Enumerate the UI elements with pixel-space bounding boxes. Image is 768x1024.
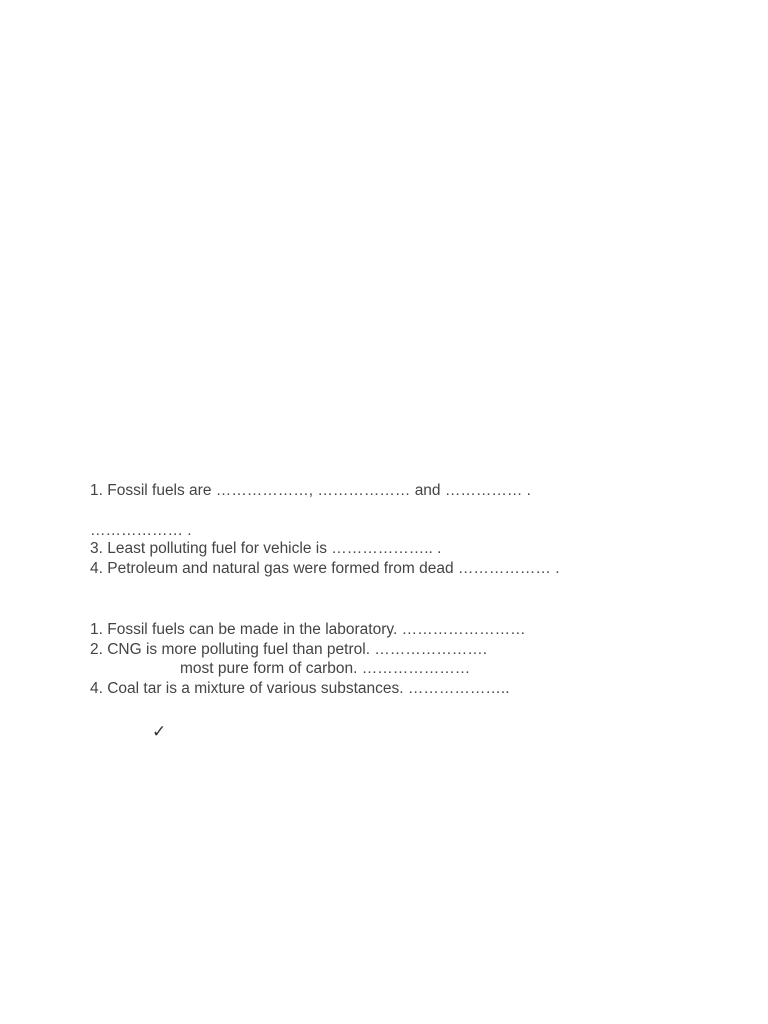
true-false-question-1: 1. Fossil fuels can be made in the laboratory. …………………… — [90, 621, 526, 638]
true-false-question-3-tail: most pure form of carbon. ………………… — [180, 660, 471, 677]
fill-blank-question-2-tail: ……………… . — [90, 522, 192, 539]
fill-blank-question-4: 4. Petroleum and natural gas were formed from dead ……………… . — [90, 560, 560, 577]
fill-blank-question-1: 1. Fossil fuels are ………………, ……………… and …………… . — [90, 482, 531, 499]
checkmark-icon: ✓ — [152, 722, 167, 742]
true-false-question-2: 2. CNG is more polluting fuel than petrol. …………………. — [90, 641, 488, 658]
fill-blank-question-3: 3. Least polluting fuel for vehicle is ……………….. . — [90, 540, 442, 557]
true-false-question-4: 4. Coal tar is a mixture of various substances. ……………….. — [90, 680, 510, 697]
